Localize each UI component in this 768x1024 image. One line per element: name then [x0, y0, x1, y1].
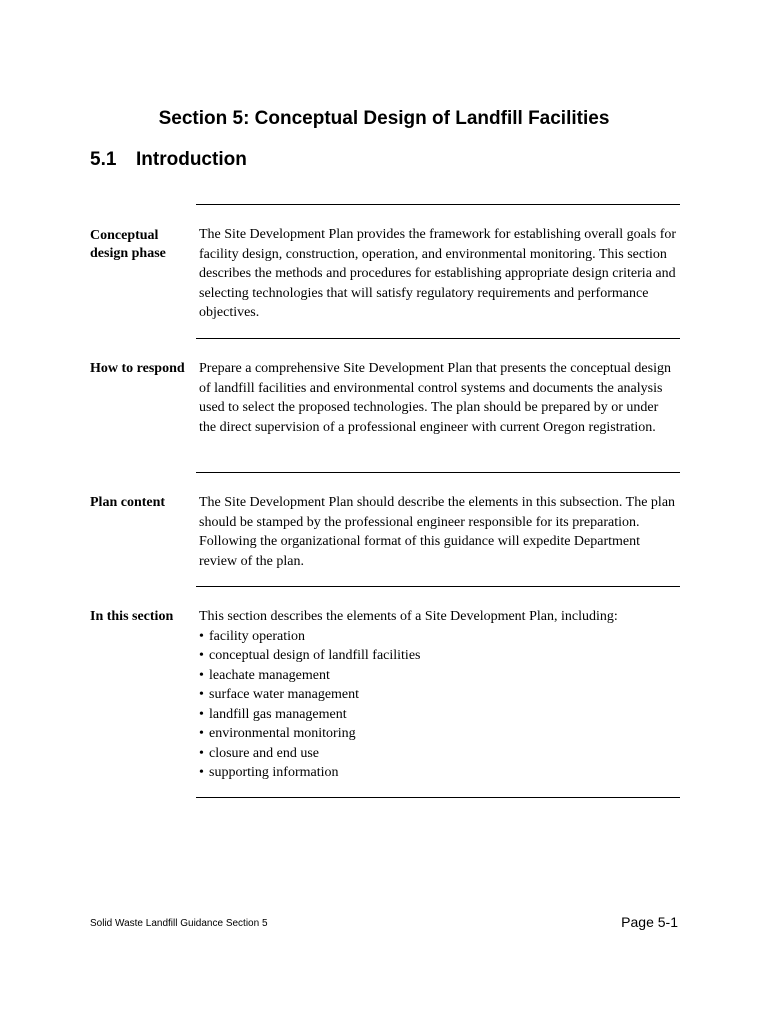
block-text-plan-content: The Site Development Plan should describe the elements in this subsection. The plan should be stamped by the professional engineer responsible for its preparation. Following the organizational format of this guidance will expedite Department review of the plan.: [199, 495, 676, 569]
list-item: • closure and end use: [199, 744, 677, 764]
block-text-conceptual-design-phase: The Site Development Plan provides the framework for establishing overall goals for facility design, construction, operation, and environmental monitoring. This section describes the methods and procedures for establishing appropriate design criteria and selecting technologies that will satisfy regulatory requirements and performance objectives.: [199, 227, 677, 320]
list-item: • conceptual design of landfill facilities: [199, 646, 677, 666]
list-item: • facility operation: [199, 627, 677, 647]
block-label-how-to-respond: How to respond: [90, 361, 185, 376]
divider-rule: [196, 586, 680, 587]
divider-rule: [196, 338, 680, 339]
divider-rule: [196, 204, 680, 205]
in-this-section-content: [199, 607, 677, 783]
element-list: [199, 627, 677, 783]
list-item: • supporting information: [199, 763, 677, 783]
in-this-section-intro: This section describes the elements of a Site Development Plan, including:: [199, 609, 618, 624]
block-label-in-this-section: In this section: [90, 609, 174, 624]
divider-rule: [196, 797, 680, 798]
footer-page-number: Page 5-1: [621, 914, 678, 930]
subsection-title: Introduction: [136, 149, 247, 170]
subsection-number: 5.1: [90, 149, 117, 170]
divider-rule: [196, 472, 680, 473]
block-text-how-to-respond: Prepare a comprehensive Site Development Plan that presents the conceptual design of landfill facilities and environmental control systems and documents the analysis used to select the proposed technologies. The plan should be prepared by or under the direct supervision of a professional engineer with current Oregon registration.: [199, 361, 671, 435]
list-item: • leachate management: [199, 666, 677, 686]
section-title: Section 5: Conceptual Design of Landfill Facilities: [158, 108, 610, 129]
list-item: • landfill gas management: [199, 705, 677, 725]
subsection-heading: [90, 149, 247, 171]
block-label-plan-content: Plan content: [90, 495, 166, 510]
block-label-conceptual-design-phase: Conceptual design phase: [90, 228, 166, 261]
list-item: • environmental monitoring: [199, 724, 677, 744]
list-item: • surface water management: [199, 685, 677, 705]
footer-document-title: Solid Waste Landfill Guidance Section 5: [90, 918, 268, 929]
